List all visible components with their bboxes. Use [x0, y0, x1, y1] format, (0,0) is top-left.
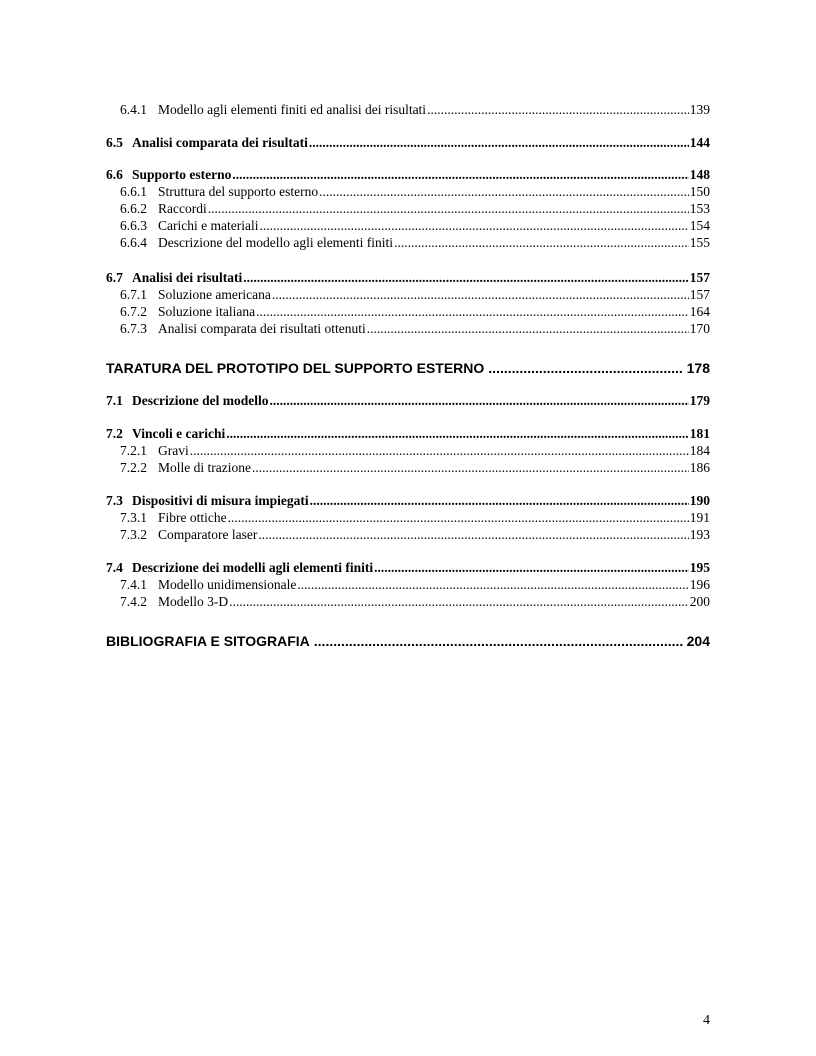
toc-entry[interactable] — [120, 218, 710, 234]
entry-page: 178 — [686, 360, 710, 376]
entry-page: 195 — [689, 560, 710, 575]
entry-title: Comparatore laser — [158, 527, 258, 542]
entry-number: 7.4 — [106, 560, 123, 575]
entry-page: 154 — [689, 218, 710, 233]
chapter-title: BIBLIOGRAFIA E SITOGRAFIA — [106, 633, 310, 649]
entry-page: 153 — [689, 201, 710, 216]
entry-page: 191 — [689, 510, 710, 525]
toc-entry[interactable] — [106, 135, 710, 151]
entry-title: Gravi — [158, 443, 189, 458]
dot-leader — [229, 594, 689, 610]
toc-entry[interactable] — [120, 287, 710, 303]
entry-title: Descrizione dei modelli agli elementi finiti — [132, 560, 374, 575]
entry-number: 6.6.3 — [120, 218, 147, 233]
entry-page: 204 — [686, 633, 710, 649]
toc-entry[interactable] — [106, 560, 710, 576]
dot-leader — [297, 577, 688, 593]
entry-page: 155 — [689, 235, 710, 250]
entry-number: 6.7.1 — [120, 287, 147, 302]
dot-leader — [488, 360, 682, 376]
entry-page: 144 — [689, 135, 710, 150]
entry-title: Molle di trazione — [158, 460, 251, 475]
entry-number: 6.7 — [106, 270, 123, 285]
dot-leader — [367, 321, 689, 337]
dot-leader — [259, 218, 688, 234]
entry-number: 6.7.2 — [120, 304, 147, 319]
entry-title: Analisi comparata dei risultati — [132, 135, 308, 150]
entry-page: 139 — [689, 102, 710, 117]
toc-entry[interactable] — [106, 493, 710, 509]
toc-entry[interactable] — [120, 443, 710, 459]
entry-page: 193 — [689, 527, 710, 542]
dot-leader — [272, 287, 689, 303]
entry-title: Analisi comparata dei risultati ottenuti — [158, 321, 366, 336]
dot-leader — [309, 135, 689, 151]
entry-number: 6.6 — [106, 167, 123, 182]
dot-leader — [314, 633, 683, 649]
toc-chapter-entry[interactable] — [106, 360, 710, 376]
entry-title: Descrizione del modello — [132, 393, 269, 408]
dot-leader — [232, 167, 688, 183]
entry-number: 6.6.2 — [120, 201, 147, 216]
entry-title: Raccordi — [158, 201, 207, 216]
toc-entry[interactable] — [106, 167, 710, 183]
dot-leader — [394, 235, 689, 251]
dot-leader — [374, 560, 689, 576]
entry-title: Soluzione italiana — [158, 304, 256, 319]
entry-title: Analisi dei risultati — [132, 270, 243, 285]
entry-title: Supporto esterno — [132, 167, 232, 182]
page-number: 4 — [703, 1013, 710, 1028]
entry-page: 196 — [689, 577, 710, 592]
dot-leader — [228, 510, 689, 526]
toc-entry[interactable] — [120, 577, 710, 593]
entry-title: Struttura del supporto esterno — [158, 184, 319, 199]
toc-entry[interactable] — [120, 235, 710, 251]
entry-number: 7.2.2 — [120, 460, 147, 475]
entry-title: Dispositivi di misura impiegati — [132, 493, 309, 508]
entry-title: Modello unidimensionale — [158, 577, 297, 592]
chapter-title: TARATURA DEL PROTOTIPO DEL SUPPORTO ESTERNO — [106, 360, 485, 376]
toc-entry[interactable] — [120, 594, 710, 610]
dot-leader — [427, 102, 689, 118]
toc-entry[interactable] — [120, 510, 710, 526]
toc-entry[interactable] — [120, 102, 710, 118]
entry-number: 6.5 — [106, 135, 123, 150]
entry-title: Soluzione americana — [158, 287, 271, 302]
dot-leader — [310, 493, 689, 509]
dot-leader — [243, 270, 688, 286]
toc-entry[interactable] — [120, 460, 710, 476]
entry-title: Carichi e materiali — [158, 218, 259, 233]
toc-entry[interactable] — [120, 321, 710, 337]
toc-entry[interactable] — [106, 426, 710, 442]
entry-title: Modello 3-D — [158, 594, 229, 609]
entry-number: 7.3.2 — [120, 527, 147, 542]
dot-leader — [226, 426, 689, 442]
toc-entry[interactable] — [106, 270, 710, 286]
toc-entry[interactable] — [120, 304, 710, 320]
toc-entry[interactable] — [120, 201, 710, 217]
entry-page: 184 — [689, 443, 710, 458]
entry-title: Descrizione del modello agli elementi finiti — [158, 235, 394, 250]
entry-number: 6.6.4 — [120, 235, 147, 250]
entry-number: 6.6.1 — [120, 184, 147, 199]
toc-entry[interactable] — [120, 527, 710, 543]
dot-leader — [319, 184, 689, 200]
toc-entry[interactable] — [120, 184, 710, 200]
entry-number: 7.2.1 — [120, 443, 147, 458]
dot-leader — [269, 393, 688, 409]
entry-number: 7.3 — [106, 493, 123, 508]
entry-number: 7.4.2 — [120, 594, 147, 609]
entry-page: 186 — [689, 460, 710, 475]
entry-page: 164 — [689, 304, 710, 319]
entry-page: 181 — [689, 426, 710, 441]
dot-leader — [252, 460, 689, 476]
entry-page: 190 — [689, 493, 710, 508]
dot-leader — [190, 443, 689, 459]
dot-leader — [258, 527, 688, 543]
entry-page: 150 — [689, 184, 710, 199]
toc-entry[interactable] — [106, 393, 710, 409]
entry-page: 200 — [689, 594, 710, 609]
entry-number: 7.4.1 — [120, 577, 147, 592]
entry-number: 7.1 — [106, 393, 123, 408]
entry-number: 6.7.3 — [120, 321, 147, 336]
entry-title: Vincoli e carichi — [132, 426, 226, 441]
entry-page: 157 — [689, 287, 710, 302]
entry-title: Modello agli elementi finiti ed analisi dei risultati — [158, 102, 427, 117]
dot-leader — [208, 201, 689, 217]
entry-title: Fibre ottiche — [158, 510, 227, 525]
entry-page: 157 — [689, 270, 710, 285]
entry-page: 148 — [689, 167, 710, 182]
entry-page: 170 — [689, 321, 710, 336]
toc-chapter-entry[interactable] — [106, 633, 710, 649]
dot-leader — [256, 304, 689, 320]
entry-page: 179 — [689, 393, 710, 408]
entry-number: 7.2 — [106, 426, 123, 441]
entry-number: 6.4.1 — [120, 102, 147, 117]
entry-number: 7.3.1 — [120, 510, 147, 525]
